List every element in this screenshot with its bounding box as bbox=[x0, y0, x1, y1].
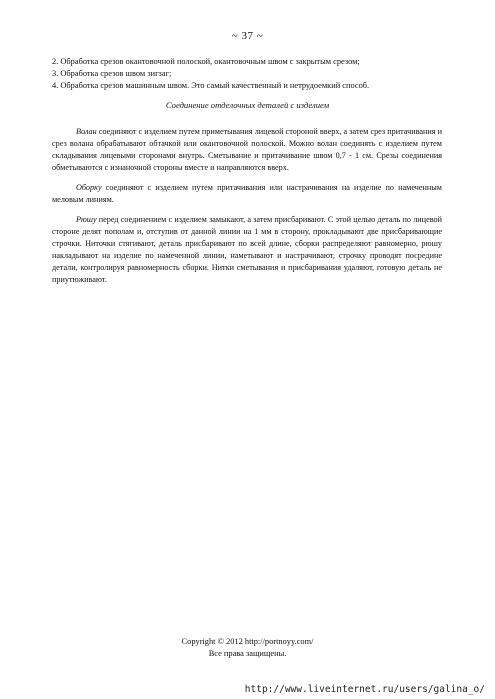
paragraph-lead-term: Волан bbox=[76, 127, 97, 136]
paragraph-lead-term: Оборку bbox=[76, 183, 102, 192]
copyright-line: Copyright © 2012 http://portnoyy.com/ bbox=[181, 637, 314, 646]
list-item: 2. Обработка срезов окантовочной полоской, окантовочным швом с закрытым срезом; bbox=[52, 57, 360, 66]
processing-methods-list bbox=[52, 56, 452, 92]
paragraph-oborka bbox=[52, 182, 442, 206]
paragraph-body: перед соединением с изделием замыкают, а затем присбаривают. С этой целью деталь по лицевой стороне делят пополам и, отступив от данной линии на 1 мм в сторону, прокладывают две присбаривающие строчки. Ниточки стягивают, деталь присбаривают по всей длине, сборки распределяют равномерно, рюшу накладывают на изделие по намеченной линии, наметывают и настрачивают, строчку проводят посредине детали, контролируя равномерность сборки. Нитки сметывания и присбаривания удаляют, готовую деталь не приутюживают. bbox=[52, 215, 442, 284]
page-number: ~ 37 ~ bbox=[231, 30, 264, 42]
list-item: 3. Обработка срезов швом зигзаг; bbox=[52, 69, 172, 78]
page-footer bbox=[0, 636, 495, 660]
paragraph-lead-term: Рюшу bbox=[76, 215, 97, 224]
section-heading: Соединение отделочных деталей с изделием bbox=[165, 100, 330, 110]
paragraph-volan bbox=[52, 126, 442, 174]
paragraph-body: соединяют с изделием путем притачивания или настрачивания на изделие по намеченным меловым линиям. bbox=[52, 183, 442, 204]
paragraph-rusha bbox=[52, 214, 442, 286]
paragraph-body: соединяют с изделием путем приметывания лицевой стороной вверх, а затем срез притачивания и срез волана обрабатывают обтачкой или окантовочной полоской. Можно волан соединять с изделием путем складывания лицевыми сторонами внутрь. Сметывание и притачивание швом 0,7 - 1 см. Срезы соединения обметываются с изнаночной стороны вместе и направляются вверх. bbox=[52, 127, 442, 172]
watermark-url: http://www.liveinternet.ru/users/galina_o/ bbox=[244, 684, 485, 695]
list-item: 4. Обработка срезов машинным швом. Это самый качественный и нетрудоемкий способ. bbox=[52, 81, 370, 90]
rights-line: Все права защищены. bbox=[208, 649, 287, 658]
